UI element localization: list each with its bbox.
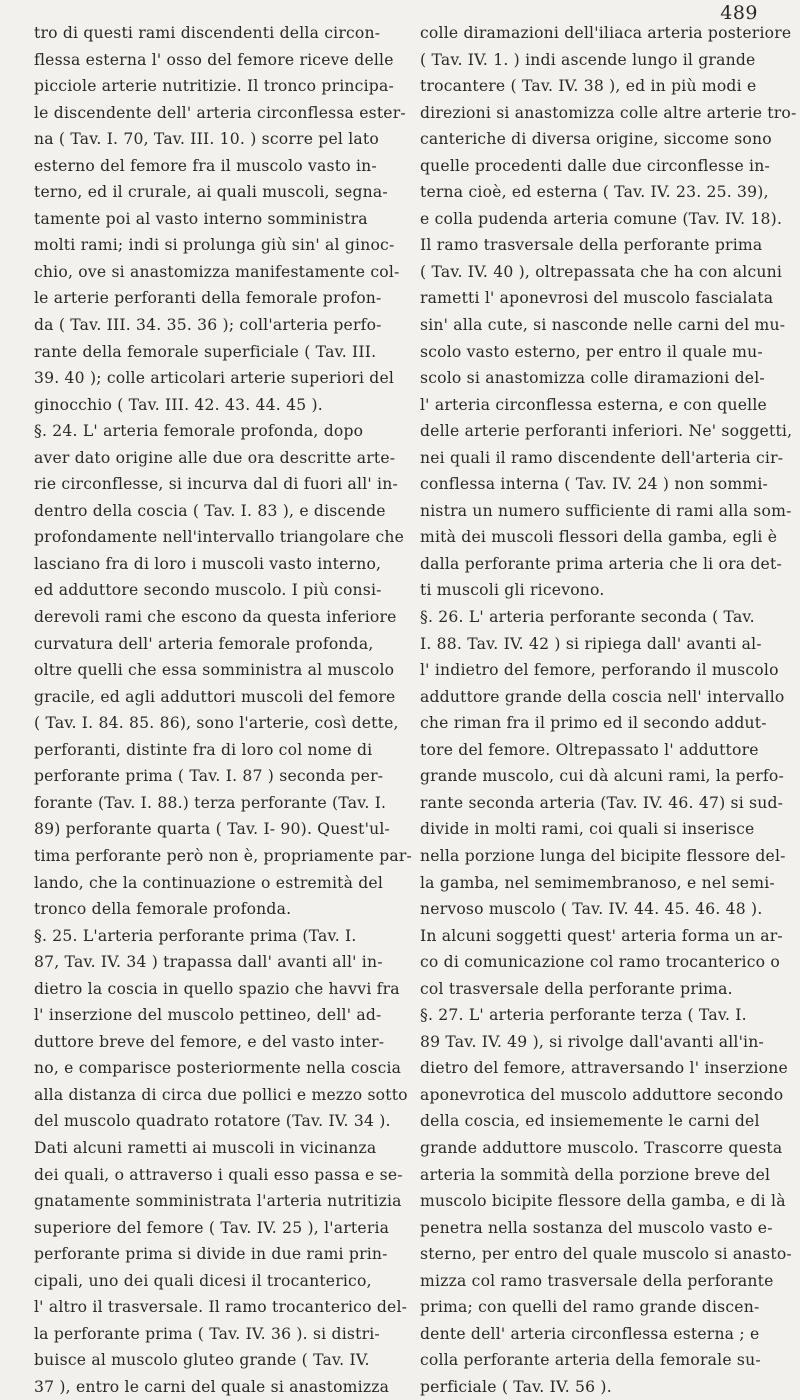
text-line: §. 26. L' arteria perforante seconda ( Tav. bbox=[420, 608, 755, 627]
text-line: lasciano fra di loro i muscoli vasto interno, bbox=[34, 554, 382, 573]
text-line: delle arterie perforanti inferiori. Ne' soggetti, bbox=[420, 422, 793, 441]
text-line: alla distanza di circa due pollici e mezzo sotto bbox=[34, 1085, 408, 1104]
right-text-column bbox=[420, 20, 796, 1400]
text-line: curvatura dell' arteria femorale profonda, bbox=[34, 634, 374, 653]
text-line: arteria la sommità della porzione breve del bbox=[420, 1165, 771, 1184]
text-line: gnatamente somministrata l'arteria nutritizia bbox=[34, 1192, 402, 1211]
text-line: duttore breve del femore, e del vasto inter- bbox=[34, 1032, 385, 1051]
text-line: muscolo bicipite flessore della gamba, e di là bbox=[420, 1192, 786, 1211]
text-line: conflessa interna ( Tav. IV. 24 ) non sommi- bbox=[420, 475, 768, 494]
text-line: tore del femore. Oltrepassato l' adduttore bbox=[420, 740, 759, 759]
text-line: oltre quelli che essa somministra al muscolo bbox=[34, 661, 395, 680]
text-line: colle diramazioni dell'iliaca arteria posteriore bbox=[420, 24, 792, 42]
text-line: §. 25. L'arteria perforante prima (Tav. I. bbox=[34, 926, 357, 945]
text-line: sterno, per entro del quale muscolo si anasto- bbox=[420, 1245, 792, 1264]
text-line: l' indietro del femore, perforando il muscolo bbox=[420, 661, 779, 680]
text-line: trocantere ( Tav. IV. 38 ), ed in più modi e bbox=[420, 77, 757, 96]
text-line: colla perforante arteria della femorale su- bbox=[420, 1351, 761, 1370]
text-line: Il ramo trasversale della perforante prima bbox=[420, 236, 763, 255]
text-line: dente dell' arteria circonflessa esterna ; e bbox=[420, 1324, 760, 1343]
text-line: co di comunicazione col ramo trocanterico o bbox=[420, 953, 780, 972]
text-line: perficiale ( Tav. IV. 56 ). bbox=[420, 1377, 612, 1396]
text-line: na ( Tav. I. 70, Tav. III. 10. ) scorre pel lato bbox=[34, 130, 379, 149]
text-line: aver dato origine alle due ora descritte arte- bbox=[34, 448, 396, 467]
text-line: prima; con quelli del ramo grande discen- bbox=[420, 1298, 760, 1317]
text-line: flessa esterna l' osso del femore riceve delle bbox=[34, 50, 394, 69]
text-line: grande adduttore muscolo. Trascorre questa bbox=[420, 1138, 783, 1157]
text-line: 39. 40 ); colle articolari arterie superiori del bbox=[34, 369, 395, 388]
text-line: 87, Tav. IV. 34 ) trapassa dall' avanti all' in- bbox=[34, 953, 383, 972]
text-line: I. 88. Tav. IV. 42 ) si ripiega dall' avanti al- bbox=[420, 634, 762, 653]
text-line: buisce al muscolo gluteo grande ( Tav. IV. bbox=[34, 1351, 370, 1370]
text-line: quelle procedenti dalle due circonflesse in- bbox=[420, 156, 770, 175]
text-line: tima perforante però non è, propriamente par- bbox=[34, 846, 413, 865]
text-line: rante della femorale superficiale ( Tav. III. bbox=[34, 342, 377, 361]
text-line: superiore del femore ( Tav. IV. 25 ), l'arteria bbox=[34, 1218, 390, 1237]
text-line: lando, che la continuazione o estremità del bbox=[34, 873, 384, 892]
text-line: dei quali, o attraverso i quali esso passa e se- bbox=[34, 1165, 403, 1184]
text-line: tamente poi al vasto interno somministra bbox=[34, 209, 368, 228]
text-line: canteriche di diversa origine, siccome sono bbox=[420, 130, 772, 149]
text-line: ginocchio ( Tav. III. 42. 43. 44. 45 ). bbox=[34, 395, 323, 414]
text-line: Dati alcuni rametti ai muscoli in vicinanza bbox=[34, 1138, 377, 1157]
text-line: profondamente nell'intervallo triangolare che bbox=[34, 528, 405, 547]
text-line: del muscolo quadrato rotatore (Tav. IV. 34 ). bbox=[34, 1112, 391, 1131]
text-line: dietro la coscia in quello spazio che havvi fra bbox=[34, 979, 400, 998]
text-line: no, e comparisce posteriormente nella coscia bbox=[34, 1059, 402, 1078]
text-line: grande muscolo, cui dà alcuni rami, la perfo- bbox=[420, 767, 784, 786]
text-line: perforanti, distinte fra di loro col nome di bbox=[34, 740, 373, 759]
text-line: esterno del femore fra il muscolo vasto in- bbox=[34, 156, 377, 175]
text-line: ti muscoli gli ricevono. bbox=[420, 581, 605, 600]
text-line: tronco della femorale profonda. bbox=[34, 900, 292, 919]
text-line: terno, ed il crurale, ai quali muscoli, segna- bbox=[34, 183, 388, 202]
text-line: perforante prima ( Tav. I. 87 ) seconda per- bbox=[34, 767, 384, 786]
text-line: scolo si anastomizza colle diramazioni del- bbox=[420, 369, 765, 388]
text-line: nei quali il ramo discendente dell'arteria cir- bbox=[420, 448, 784, 467]
text-line: chio, ove si anastomizza manifestamente col- bbox=[34, 262, 400, 281]
text-line: sin' alla cute, si nasconde nelle carni del mu- bbox=[420, 316, 786, 335]
text-line: mizza col ramo trasversale della perforante bbox=[420, 1271, 774, 1290]
text-line: che riman fra il primo ed il secondo addut- bbox=[420, 714, 767, 733]
page-number: 489 bbox=[720, 2, 758, 24]
text-line: In alcuni soggetti quest' arteria forma un ar- bbox=[420, 926, 783, 945]
text-line: ( Tav. IV. 40 ), oltrepassata che ha con alcuni bbox=[420, 262, 783, 281]
text-line: adduttore grande della coscia nell' intervallo bbox=[420, 687, 785, 706]
text-line: rie circonflesse, si incurva dal di fuori all' in- bbox=[34, 475, 398, 494]
text-line: della coscia, ed insiememente le carni del bbox=[420, 1112, 760, 1131]
text-line: scolo vasto esterno, per entro il quale mu- bbox=[420, 342, 763, 361]
left-text-column bbox=[34, 20, 413, 1400]
text-line: direzioni si anastomizza colle altre arterie tro- bbox=[420, 103, 797, 122]
text-line: le discendente dell' arteria circonflessa ester- bbox=[34, 103, 406, 122]
text-line: tro di questi rami discendenti della circon- bbox=[34, 24, 381, 42]
text-line: aponevrotica del muscolo adduttore secondo bbox=[420, 1085, 784, 1104]
text-line: 37 ), entro le carni del quale si anastomizza bbox=[34, 1377, 390, 1396]
text-line: dentro della coscia ( Tav. I. 83 ), e discende bbox=[34, 501, 386, 520]
text-line: penetra nella sostanza del muscolo vasto e- bbox=[420, 1218, 773, 1237]
text-line: cipali, uno dei quali dicesi il trocanterico, bbox=[34, 1271, 372, 1290]
text-line: derevoli rami che escono da questa inferiore bbox=[34, 608, 397, 627]
text-line: terna cioè, ed esterna ( Tav. IV. 23. 25. 39), bbox=[420, 183, 769, 202]
text-line: mità dei muscoli flessori della gamba, egli è bbox=[420, 528, 778, 547]
text-line: gracile, ed agli adduttori muscoli del femore bbox=[34, 687, 396, 706]
text-line: le arterie perforanti della femorale profon- bbox=[34, 289, 382, 308]
text-line: dietro del femore, attraversando l' inserzione bbox=[420, 1059, 788, 1078]
text-line: ed adduttore secondo muscolo. I più consi- bbox=[34, 581, 382, 600]
text-line: nervoso muscolo ( Tav. IV. 44. 45. 46. 48 ). bbox=[420, 900, 763, 919]
text-line: rante seconda arteria (Tav. IV. 46. 47) si sud- bbox=[420, 793, 784, 812]
text-line: la perforante prima ( Tav. IV. 36 ). si distri- bbox=[34, 1324, 380, 1343]
text-line: dalla perforante prima arteria che li ora det- bbox=[420, 554, 782, 573]
text-line: col trasversale della perforante prima. bbox=[420, 979, 733, 998]
text-line: divide in molti rami, coi quali si inserisce bbox=[420, 820, 755, 839]
text-line: molti rami; indi si prolunga giù sin' al ginoc- bbox=[34, 236, 395, 255]
text-line: l' arteria circonflessa esterna, e con quelle bbox=[420, 395, 767, 414]
text-line: ( Tav. I. 84. 85. 86), sono l'arterie, così dette, bbox=[34, 714, 399, 733]
text-line: e colla pudenda arteria comune (Tav. IV. 18). bbox=[420, 209, 783, 228]
text-line: 89) perforante quarta ( Tav. I- 90). Quest'ul- bbox=[34, 820, 390, 839]
text-line: §. 27. L' arteria perforante terza ( Tav. I. bbox=[420, 1006, 747, 1025]
text-line: picciole arterie nutritizie. Il tronco principa- bbox=[34, 77, 394, 96]
text-line: perforante prima si divide in due rami prin- bbox=[34, 1245, 388, 1264]
text-line: l' altro il trasversale. Il ramo trocanterico del- bbox=[34, 1298, 408, 1317]
text-line: rametti l' aponevrosi del muscolo fascialata bbox=[420, 289, 774, 308]
text-line: §. 24. L' arteria femorale profonda, dopo bbox=[34, 422, 364, 441]
text-line: l' inserzione del muscolo pettineo, dell' ad- bbox=[34, 1006, 382, 1025]
text-line: 89 Tav. IV. 49 ), si rivolge dall'avanti all'in- bbox=[420, 1032, 764, 1051]
text-line: da ( Tav. III. 34. 35. 36 ); coll'arteria perfo- bbox=[34, 316, 382, 335]
text-line: forante (Tav. I. 88.) terza perforante (Tav. I. bbox=[34, 793, 387, 812]
text-line: la gamba, nel semimembranoso, e nel semi- bbox=[420, 873, 775, 892]
text-line: nistra un numero sufficiente di rami alla som- bbox=[420, 501, 792, 520]
text-line: nella porzione lunga del bicipite flessore del- bbox=[420, 846, 786, 865]
text-line: ( Tav. IV. 1. ) indi ascende lungo il grande bbox=[420, 50, 756, 69]
